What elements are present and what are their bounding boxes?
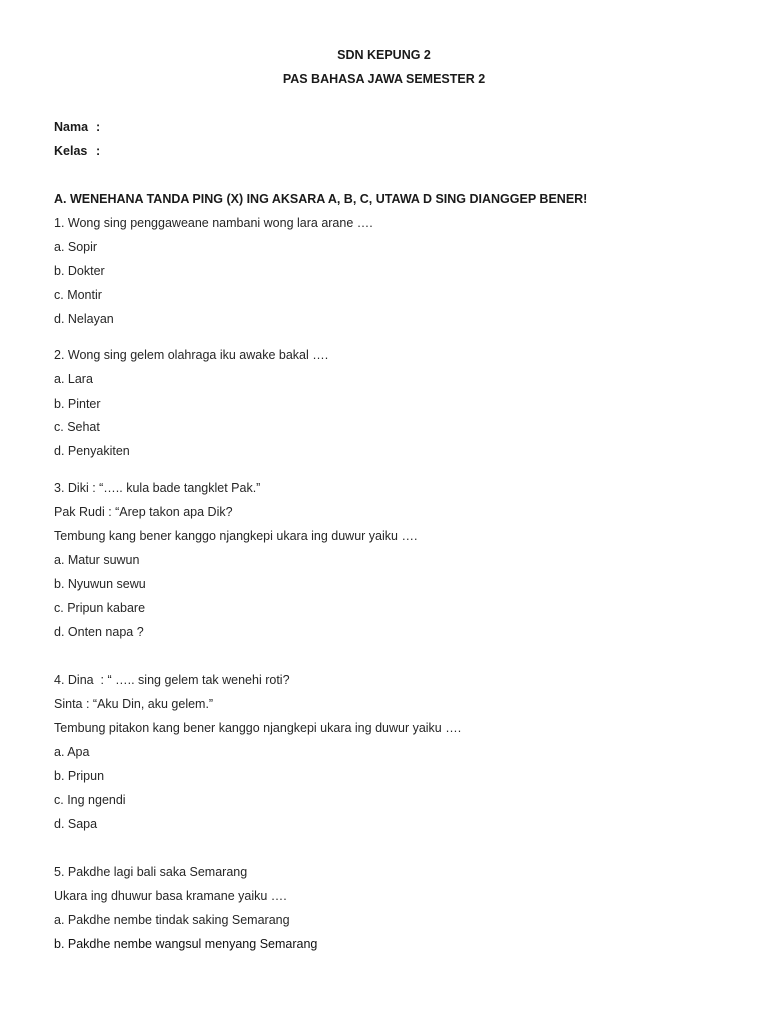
question-2-option-c: c. Sehat <box>54 420 100 434</box>
question-3-dialog: Pak Rudi : “Arep takon apa Dik? <box>54 505 233 519</box>
question-2-option-b: b. Pinter <box>54 397 101 411</box>
question-5-prompt: Ukara ing dhuwur basa kramane yaiku …. <box>54 889 287 903</box>
question-4-option-b: b. Pripun <box>54 769 105 783</box>
question-4-option-a: a. Apa <box>54 745 90 759</box>
question-1-text: 1. Wong sing penggaweane nambani wong lara arane …. <box>54 216 373 230</box>
question-5-option-b: b. Pakdhe nembe wangsul menyang Semarang <box>54 937 318 951</box>
question-2-option-a: a. Lara <box>54 372 93 386</box>
section-a-instruction: A. WENEHANA TANDA PING (X) ING AKSARA A, B, C, UTAWA D SING DIANGGEP BENER! <box>54 192 588 206</box>
name-field <box>54 119 100 135</box>
question-1-option-b: b. Dokter <box>54 264 105 278</box>
question-4-option-c: c. Ing ngendi <box>54 793 126 807</box>
question-5-text: 5. Pakdhe lagi bali saka Semarang <box>54 865 248 879</box>
question-3-option-d: d. Onten napa ? <box>54 625 144 639</box>
question-2-text: 2. Wong sing gelem olahraga iku awake bakal …. <box>54 348 329 362</box>
question-1-option-d: d. Nelayan <box>54 312 114 326</box>
question-3-option-b: b. Nyuwun sewu <box>54 577 146 591</box>
question-3-option-c: c. Pripun kabare <box>54 601 146 615</box>
class-label: Kelas <box>54 144 88 158</box>
question-4-text: 4. Dina : “ ….. sing gelem tak wenehi roti? <box>54 673 290 687</box>
question-4-option-d: d. Sapa <box>54 817 98 831</box>
name-colon: : <box>96 120 101 134</box>
question-2-option-d: d. Penyakiten <box>54 444 130 458</box>
question-3-option-a: a. Matur suwun <box>54 553 140 567</box>
question-4-dialog: Sinta : “Aku Din, aku gelem.” <box>54 697 214 711</box>
school-name: SDN KEPUNG 2 <box>337 48 431 62</box>
class-field <box>54 143 100 159</box>
class-colon: : <box>96 144 101 158</box>
question-5-option-a: a. Pakdhe nembe tindak saking Semarang <box>54 913 290 927</box>
question-1-option-c: c. Montir <box>54 288 102 302</box>
question-3-prompt: Tembung kang bener kanggo njangkepi ukara ing duwur yaiku …. <box>54 529 418 543</box>
question-3-text: 3. Diki : “….. kula bade tangklet Pak.” <box>54 481 261 495</box>
exam-title: PAS BAHASA JAWA SEMESTER 2 <box>282 72 486 86</box>
name-label: Nama <box>54 120 89 134</box>
question-4-prompt: Tembung pitakon kang bener kanggo njangkepi ukara ing duwur yaiku …. <box>54 721 462 735</box>
question-1-option-a: a. Sopir <box>54 240 98 254</box>
